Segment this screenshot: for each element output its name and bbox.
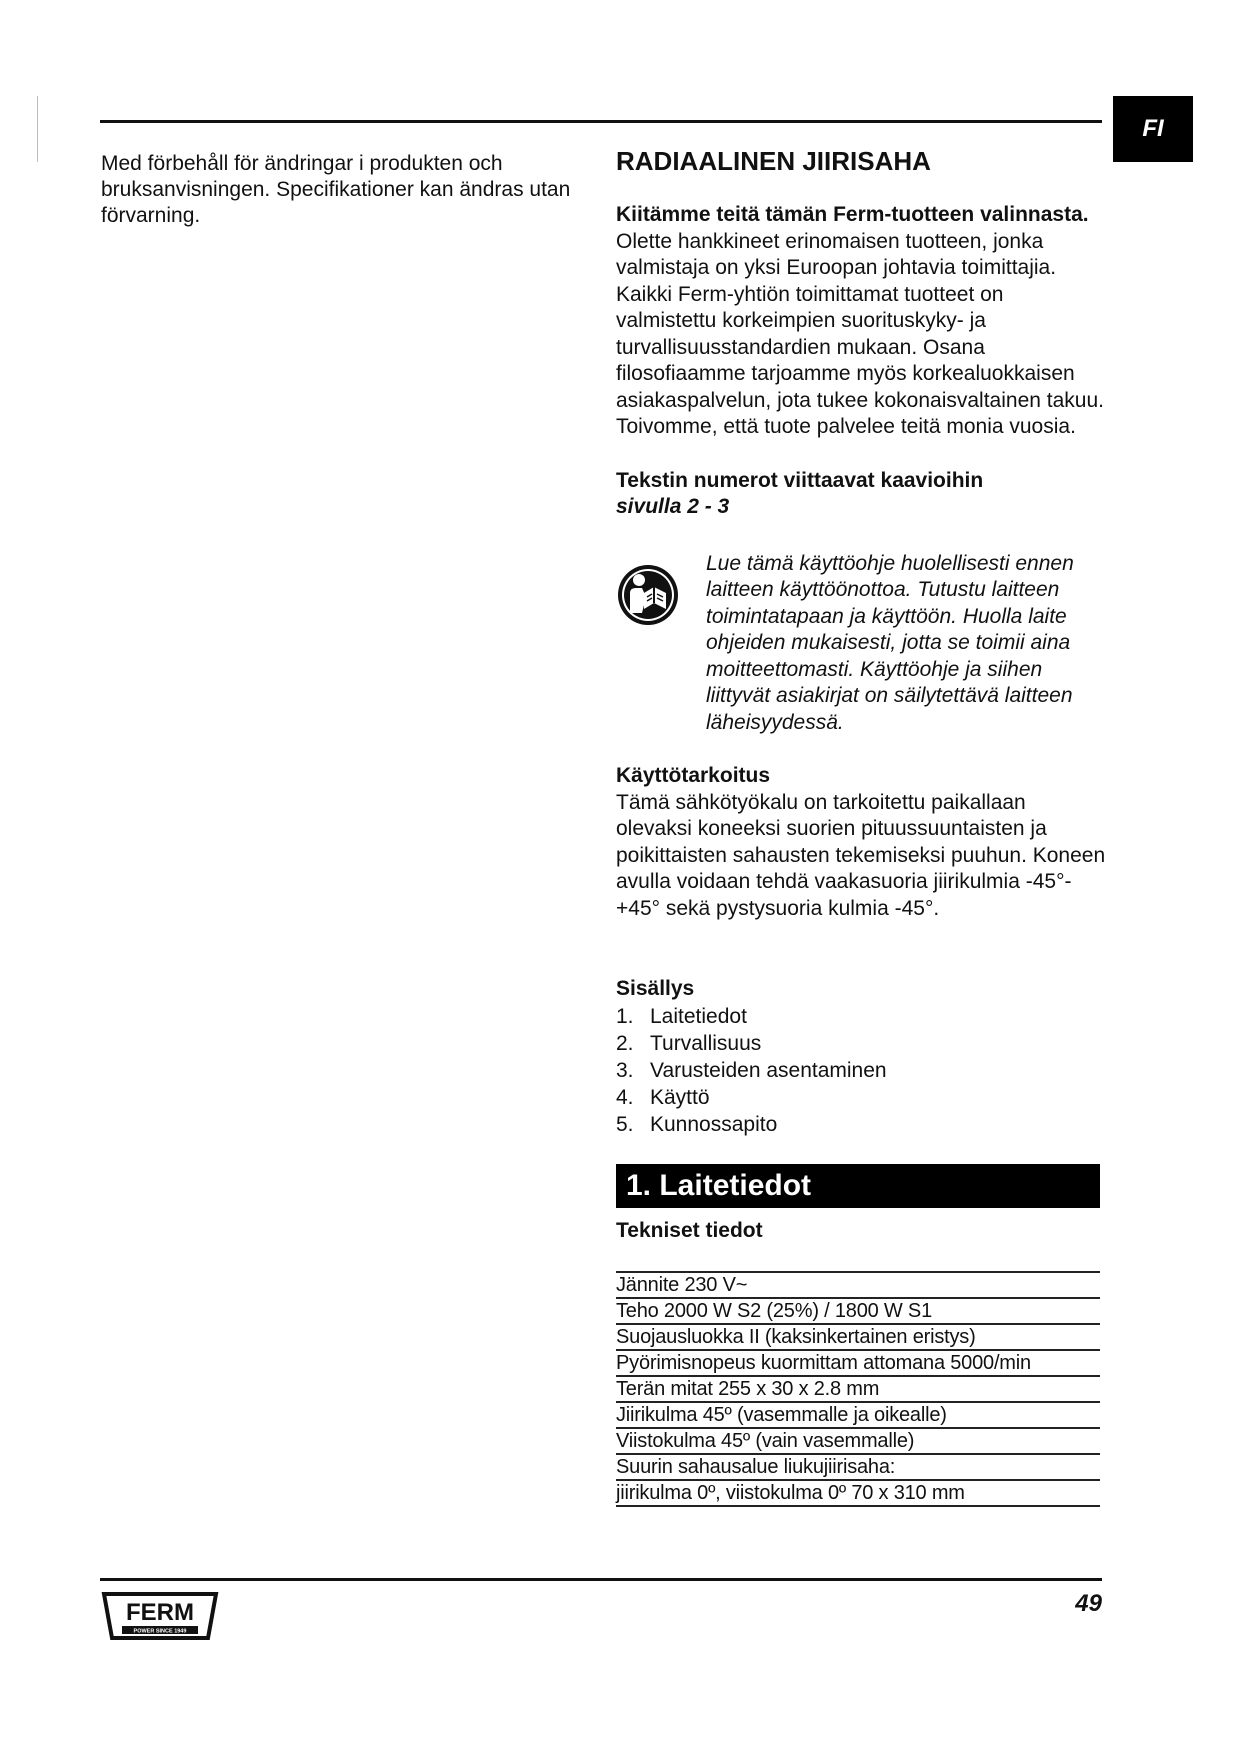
list-item: 1. Laitetiedot [616, 1004, 747, 1028]
left-column-disclaimer: Med förbehåll för ändringar i produkten och bruksanvisningen. Specifikationer kan ändras utan förvarning. [101, 152, 571, 227]
specs-table [616, 1271, 1100, 1507]
language-tab: FI [1113, 96, 1193, 162]
document-title: RADIAALINEN JIIRISAHA [616, 146, 931, 176]
list-item: 4. Käyttö [616, 1085, 710, 1109]
thanks-heading: Kiitämme teitä tämän Ferm-tuotteen valinnasta. [616, 203, 1089, 226]
spec-row: Jiirikulma 45º (vasemmalle ja oikealle) [616, 1403, 1100, 1429]
wish-text: Toivomme, että tuote palvelee teitä monia vuosia. [616, 415, 1076, 438]
ferm-logo [100, 1590, 220, 1642]
right-column [616, 146, 1106, 1507]
contents-list [616, 1003, 1106, 1138]
logo-tagline: POWER SINCE 1949 [133, 1628, 187, 1635]
spec-row: Suurin sahausalue liukujiirisaha: [616, 1455, 1100, 1481]
page-number: 49 [1075, 1590, 1102, 1617]
logo-brand-text: FERM [126, 1599, 194, 1626]
header-rule [100, 120, 1102, 123]
spec-row: jiirikulma 0º, viistokulma 0º 70 x 310 mm [616, 1481, 1100, 1507]
figures-ref-heading: Tekstin numerot viittaavat kaavioihin [616, 468, 984, 492]
list-item: 5. Kunnossapito [616, 1112, 778, 1136]
manual-note [616, 551, 1106, 737]
purpose-heading: Käyttötarkoitus [616, 764, 771, 787]
list-item: 2. Turvallisuus [616, 1031, 762, 1055]
page-margin-mark [37, 96, 38, 162]
specs-heading: Tekniset tiedot [616, 1218, 763, 1242]
read-manual-icon [616, 563, 680, 627]
footer-rule [100, 1578, 1102, 1581]
section-title-bar: 1. Laitetiedot [616, 1164, 1100, 1208]
intro-text: Olette hankkineet erinomaisen tuotteen, jonka valmistaja on yksi Euroopan johtavia toimittajia. Kaikki Ferm-yhtiön toimittamat tuotteet on valmistettu korkeimpien suorituskyky- ja turvallisuusstandardien mukaan. Osana filosofiaamme tarjoamme myös korkealuokkaisen asiakaspalvelun, jota tukee kokonaisvaltainen takuu. [616, 229, 1104, 412]
manual-note-text: Lue tämä käyttöohje huolellisesti ennen laitteen käyttöönottoa. Tutustu laitteen toimintatapaan ja käyttöön. Huolla laite ohjeiden mukaisesti, jotta se toimii aina moitteettomasti. Käyttöohje ja siihen liittyvät asiakirjat on säilytettävä laitteen läheisyydessä. [706, 551, 1074, 734]
contents-heading: Sisällys [616, 977, 695, 1000]
spec-row: Jännite 230 V~ [616, 1273, 1100, 1299]
list-item: 3. Varusteiden asentaminen [616, 1058, 887, 1082]
spec-row: Teho 2000 W S2 (25%) / 1800 W S1 [616, 1299, 1100, 1325]
spec-row: Terän mitat 255 x 30 x 2.8 mm [616, 1377, 1100, 1403]
purpose-text: Tämä sähkötyökalu on tarkoitettu paikallaan olevaksi koneeksi suorien pituussuuntaisten ja poikittaisten sahausten tekemiseksi puuhun. Koneen avulla voidaan tehdä vaakasuoria jiirikulmia -45°- +45° sekä pystysuoria kulmia -45°. [616, 790, 1106, 920]
figures-ref-pages: sivulla 2 - 3 [616, 495, 730, 518]
spec-row: Suojausluokka II (kaksinkertainen eristys) [616, 1325, 1100, 1351]
spec-row: Pyörimisnopeus kuormittam attomana 5000/min [616, 1351, 1100, 1377]
spec-row: Viistokulma 45º (vain vasemmalle) [616, 1429, 1100, 1455]
